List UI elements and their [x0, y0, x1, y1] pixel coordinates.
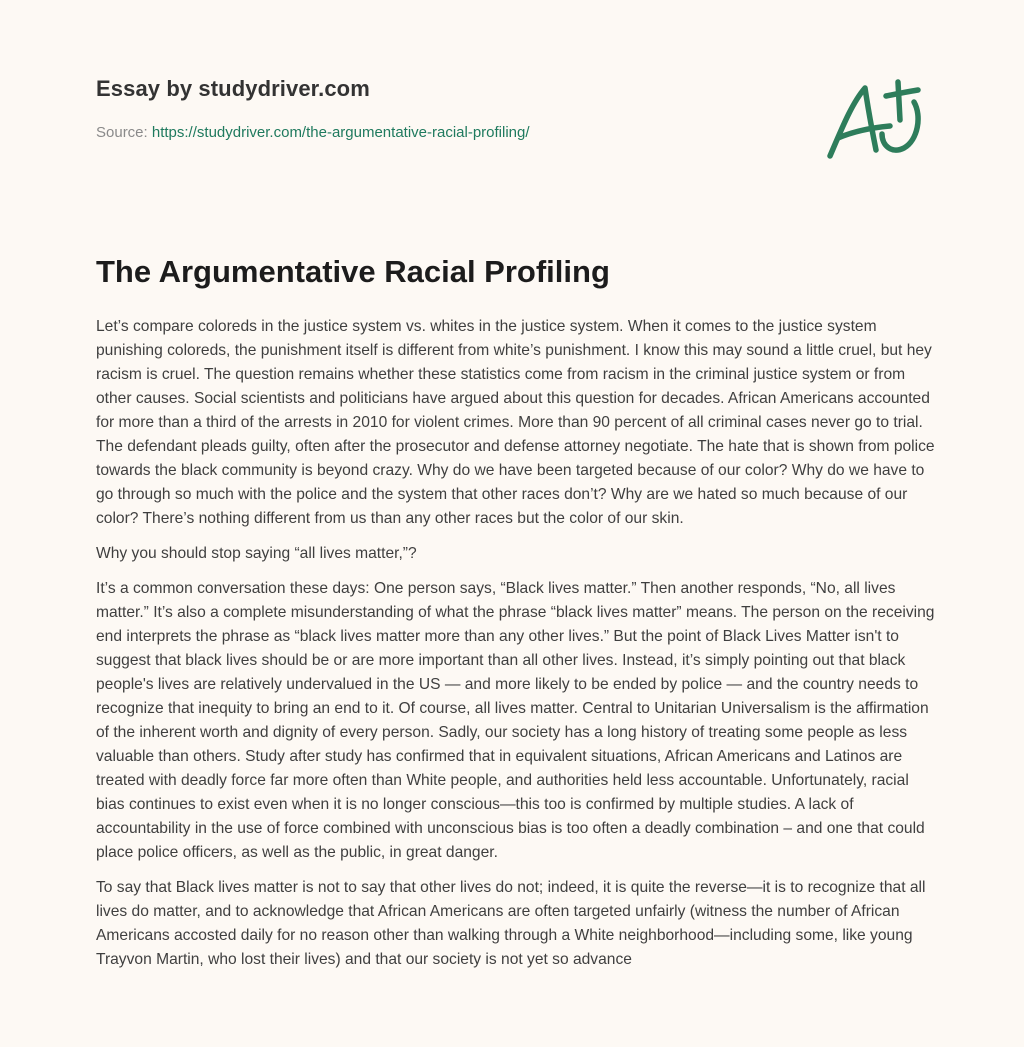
paragraph: To say that Black lives matter is not to say that other lives do not; indeed, it is quite the reverse—it is to recognize that all lives do matter, and to acknowledge that African Americans are often targeted unfairly (witness the number of African Americans accosted daily for no reason other than walking through a White neighborhood—including some, like young Trayvon Martin, who lost their lives) and that our society is not yet so advance — [96, 879, 926, 968]
essay-title: The Argumentative Racial Profiling — [96, 254, 610, 289]
essay-body — [96, 315, 936, 983]
source-link[interactable]: https://studydriver.com/the-argumentative-racial-profiling/ — [151, 124, 530, 141]
a-plus-grade-icon — [820, 68, 930, 168]
paragraph: Let’s compare coloreds in the justice system vs. whites in the justice system. When it comes to the justice system punishing coloreds, the punishment itself is different from white’s punishment. I know this may sound a little cruel, but hey racism is cruel. The question remains whether these statistics come from racism in the criminal justice system or from other causes. Social scientists and politicians have argued about this question for decades. African Americans accounted for more than a third of the arrests in 2010 for violent crimes. More than 90 percent of all criminal cases never go to trial. The defendant pleads guilty, often after the prosecutor and defense attorney negotiate. The hate that is shown from police towards the black community is beyond crazy. Why do we have been targeted because of our color? Why do we have to go through so much with the police and the system that other races don’t? Why are we hated so much because of our color? There’s nothing different from us than any other races but the color of our skin. — [96, 318, 935, 527]
paragraph: It’s a common conversation these days: One person says, “Black lives matter.” Then another responds, “No, all lives matter.” It’s also a complete misunderstanding of what the phrase “black lives matter” means. The person on the receiving end interprets the phrase as “black lives matter more than any other lives.” But the point of Black Lives Matter isn't to suggest that black lives should be or are more important than all other lives. Instead, it’s simply pointing out that black people's lives are relatively undervalued in the US — and more likely to be ended by police — and the country needs to recognize that inequity to bring an end to it. Of course, all lives matter. Central to Unitarian Universalism is the affirmation of the inherent worth and dignity of every person. Sadly, our society has a long history of treating some people as less valuable than others. Study after study has confirmed that in equivalent situations, African Americans and Latinos are treated with deadly force far more often than White people, and authorities held less accountable. Unfortunately, racial bias continues to exist even when it is no longer conscious—this too is confirmed by multiple studies. A lack of accountability in the use of force combined with unconscious bias is too often a deadly combination – and one that could place police officers, as well as the public, in great danger. — [96, 580, 935, 861]
site-header-title: Essay by studydriver.com — [96, 76, 370, 101]
paragraph-subheading: Why you should stop saying “all lives matter,”? — [96, 545, 417, 562]
source-line — [96, 124, 530, 141]
source-label: Source: — [96, 124, 148, 141]
